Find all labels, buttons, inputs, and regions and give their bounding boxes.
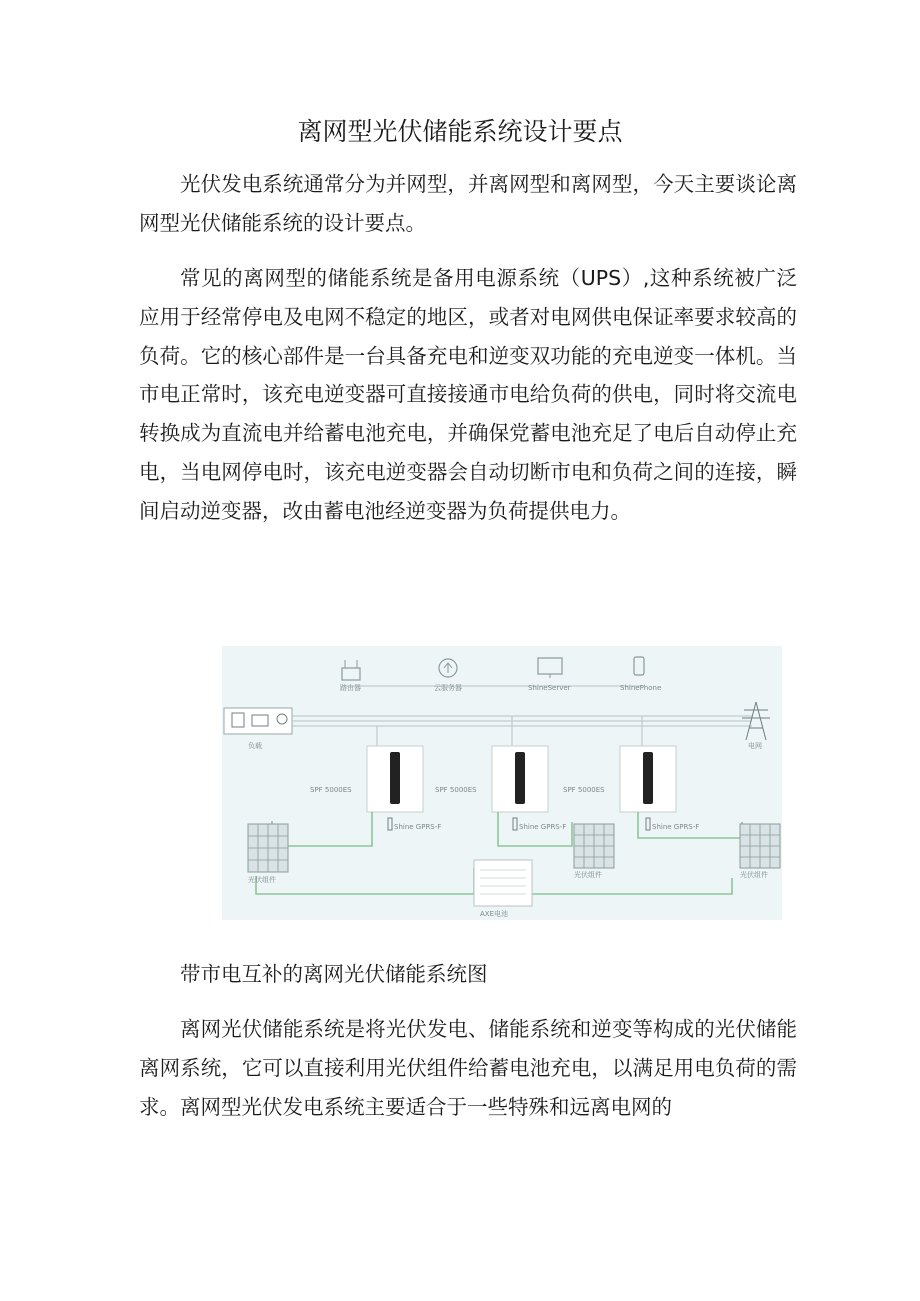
page-title: 离网型光伏储能系统设计要点 (297, 117, 623, 146)
pv-label-2: 光伏组件 (574, 871, 602, 879)
gprs-icon-3 (646, 818, 650, 830)
load-label: 负载 (248, 742, 262, 750)
shine-server-label: ShineServer (528, 684, 571, 692)
inverter-1-label: SPF 5000ES (310, 786, 352, 794)
battery-label: AXE电池 (480, 910, 509, 918)
gprs-label-3: Shine GPRS-F (652, 823, 700, 831)
router-icon (342, 660, 360, 680)
gprs-label-2: Shine GPRS-F (519, 823, 567, 831)
gprs-icon-2 (513, 818, 517, 830)
router-label: 路由器 (340, 684, 361, 692)
paragraph-intro: 光伏发电系统通常分为并网型，并离网型和离网型，今天主要谈论离网型光伏储能系统的设计要点。 (139, 172, 797, 235)
cloud-server-label: 云服务器 (434, 684, 462, 692)
grid-label: 电网 (748, 742, 762, 750)
cloud-server-icon (439, 659, 457, 677)
shine-phone-label: ShinePhone (620, 684, 662, 692)
paragraph-offgrid: 离网光伏储能系统是将光伏发电、储能系统和逆变等构成的光伏储能离网系统，它可以直接利用光伏组件给蓄电池充电，以满足用电负荷的需求。离网型光伏发电系统主要适合于一些特殊和远离电网的 (139, 1017, 797, 1119)
inverter-2-label: SPF 5000ES (435, 786, 477, 794)
inverter-1 (367, 746, 423, 812)
pv-panel-1 (248, 824, 288, 872)
pv-panel-3 (740, 824, 780, 868)
load-icon (224, 708, 292, 734)
figure-caption: 带市电互补的离网光伏储能系统图 (180, 962, 488, 986)
monitor-icon (538, 658, 562, 678)
system-diagram (222, 646, 782, 920)
gprs-label-1: Shine GPRS-F (394, 823, 442, 831)
phone-icon (634, 657, 644, 675)
pv-label-1: 光伏组件 (248, 876, 276, 884)
battery-icon (474, 860, 532, 906)
pv-label-3: 光伏组件 (740, 871, 768, 879)
pv-panel-2 (574, 824, 614, 868)
inverter-2 (492, 746, 548, 812)
system-diagram-svg (222, 646, 782, 920)
paragraph-ups: 常见的离网型的储能系统是备用电源系统（UPS）,这种系统被广泛应用于经常停电及电网不稳定的地区，或者对电网供电保证率要求较高的负荷。它的核心部件是一台具备充电和逆变双功能的充电逆变一体机。当市电正常时，该充电逆变器可直接接通市电给负荷的供电，同时将交流电转换成为直流电并给蓄电池充电，并确保党蓄电池充足了电后自动停止充电，当电网停电时，该充电逆变器会自动切断市电和负荷之间的连接，瞬间启动逆变器，改由蓄电池经逆变器为负荷提供电力。 (139, 266, 797, 523)
inverter-3-label: SPF 5000ES (563, 786, 605, 794)
inverter-3 (620, 746, 676, 812)
gprs-icon-1 (388, 818, 392, 830)
